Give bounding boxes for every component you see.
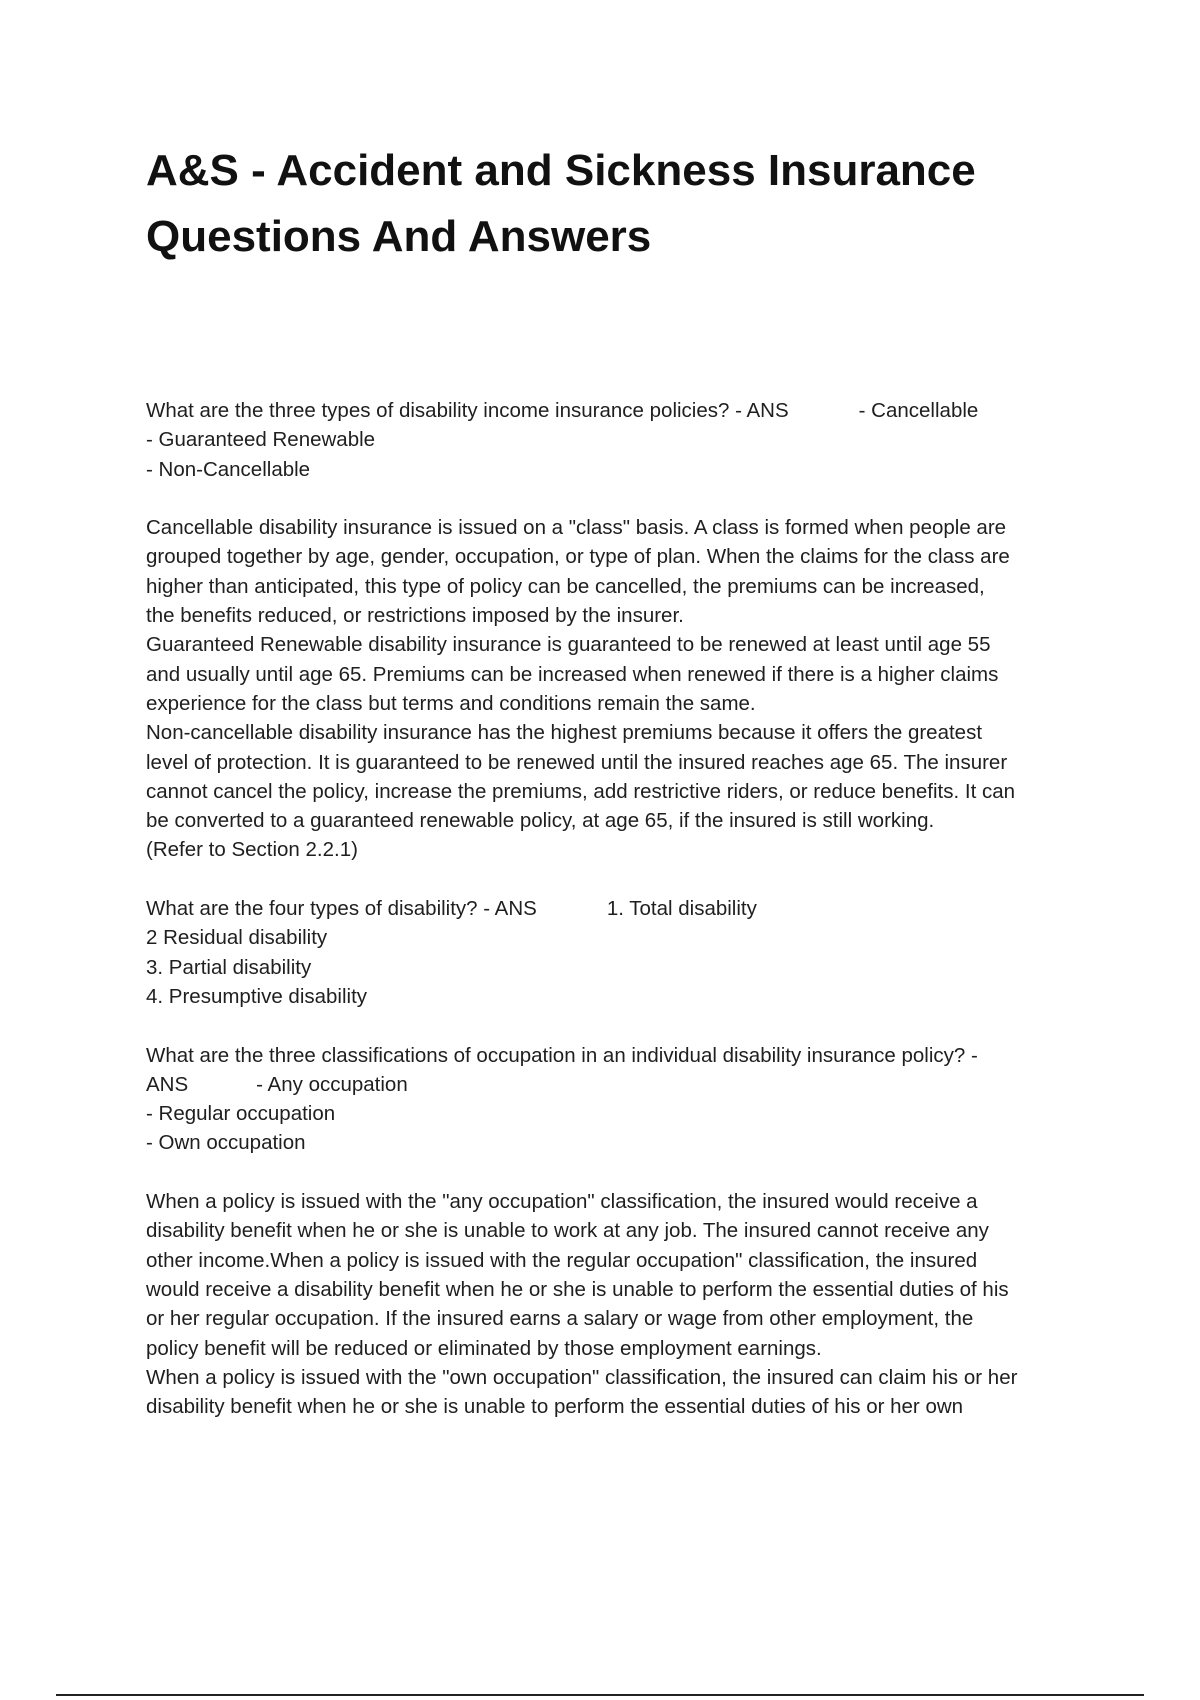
answer-line: - Own occupation xyxy=(146,1131,306,1155)
explanation-line: Non-cancellable disability insurance has the highest premiums because it offers the greatest xyxy=(146,721,983,745)
qa-content xyxy=(146,396,1106,1421)
explanation-line: Guaranteed Renewable disability insurance is guaranteed to be renewed at least until age 55 xyxy=(146,633,991,657)
answer-line: 3. Partial disability xyxy=(146,955,312,979)
explanation-line: or her regular occupation. If the insured earns a salary or wage from other employment, the xyxy=(146,1307,974,1331)
explanation-line: cannot cancel the policy, increase the premiums, add restrictive riders, or reduce benefits. It can xyxy=(146,779,1016,803)
qa-block xyxy=(146,1041,1106,1422)
qa-block xyxy=(146,894,1106,1011)
explanation-line: the benefits reduced, or restrictions imposed by the insurer. xyxy=(146,604,684,628)
answer-line: - Non-Cancellable xyxy=(146,457,311,481)
answer-text: 1. Total disability xyxy=(606,897,757,921)
answer-line: - Regular occupation xyxy=(146,1102,336,1126)
question-line: What are the three classifications of occupation in an individual disability insurance policy? - xyxy=(146,1043,978,1067)
explanation-line: When a policy is issued with the "own occupation" classification, the insured can claim his or her xyxy=(146,1365,1018,1389)
page-title xyxy=(146,138,1106,270)
question-line xyxy=(146,1070,1106,1099)
answer-line: - Guaranteed Renewable xyxy=(146,428,376,452)
explanation-line: disability benefit when he or she is unable to perform the essential duties of his or her own xyxy=(146,1395,964,1419)
answer-text: - Any occupation xyxy=(256,1072,408,1096)
footer-divider xyxy=(56,1694,1144,1696)
answer-line: 2 Residual disability xyxy=(146,926,328,950)
explanation-line: level of protection. It is guaranteed to be renewed until the insured reaches age 65. The insurer xyxy=(146,750,1008,774)
question-line xyxy=(146,396,1106,425)
explanation-line: higher than anticipated, this type of policy can be cancelled, the premiums can be increased, xyxy=(146,574,985,598)
qa-block xyxy=(146,396,1106,865)
explanation-line: Cancellable disability insurance is issued on a "class" basis. A class is formed when people are xyxy=(146,516,1007,540)
title-line: Questions And Answers xyxy=(146,212,652,261)
explanation-line: and usually until age 65. Premiums can be increased when renewed if there is a higher claims xyxy=(146,662,999,686)
question-line xyxy=(146,894,1106,923)
explanation-line: disability benefit when he or she is unable to work at any job. The insured cannot receive any xyxy=(146,1219,989,1243)
explanation-line: experience for the class but terms and conditions remain the same. xyxy=(146,691,756,715)
question-text: What are the four types of disability? - ANS xyxy=(146,897,537,921)
explanation-line: When a policy is issued with the "any occupation" classification, the insured would receive a xyxy=(146,1190,978,1214)
answer-line: 4. Presumptive disability xyxy=(146,984,368,1008)
explanation-line: be converted to a guaranteed renewable policy, at age 65, if the insured is still working. xyxy=(146,809,935,833)
explanation-line: would receive a disability benefit when he or she is unable to perform the essential duties of his xyxy=(146,1277,1009,1301)
question-text: ANS xyxy=(146,1072,189,1096)
explanation-line: policy benefit will be reduced or eliminated by those employment earnings. xyxy=(146,1336,822,1360)
explanation-line: (Refer to Section 2.2.1) xyxy=(146,838,358,862)
explanation-line: grouped together by age, gender, occupation, or type of plan. When the claims for the class are xyxy=(146,545,1010,569)
explanation-line: other income.When a policy is issued with the regular occupation" classification, the insured xyxy=(146,1248,978,1272)
title-line: A&S - Accident and Sickness Insurance xyxy=(146,146,976,195)
answer-text: - Cancellable xyxy=(858,399,979,422)
question-text: What are the three types of disability income insurance policies? - ANS xyxy=(146,399,789,422)
